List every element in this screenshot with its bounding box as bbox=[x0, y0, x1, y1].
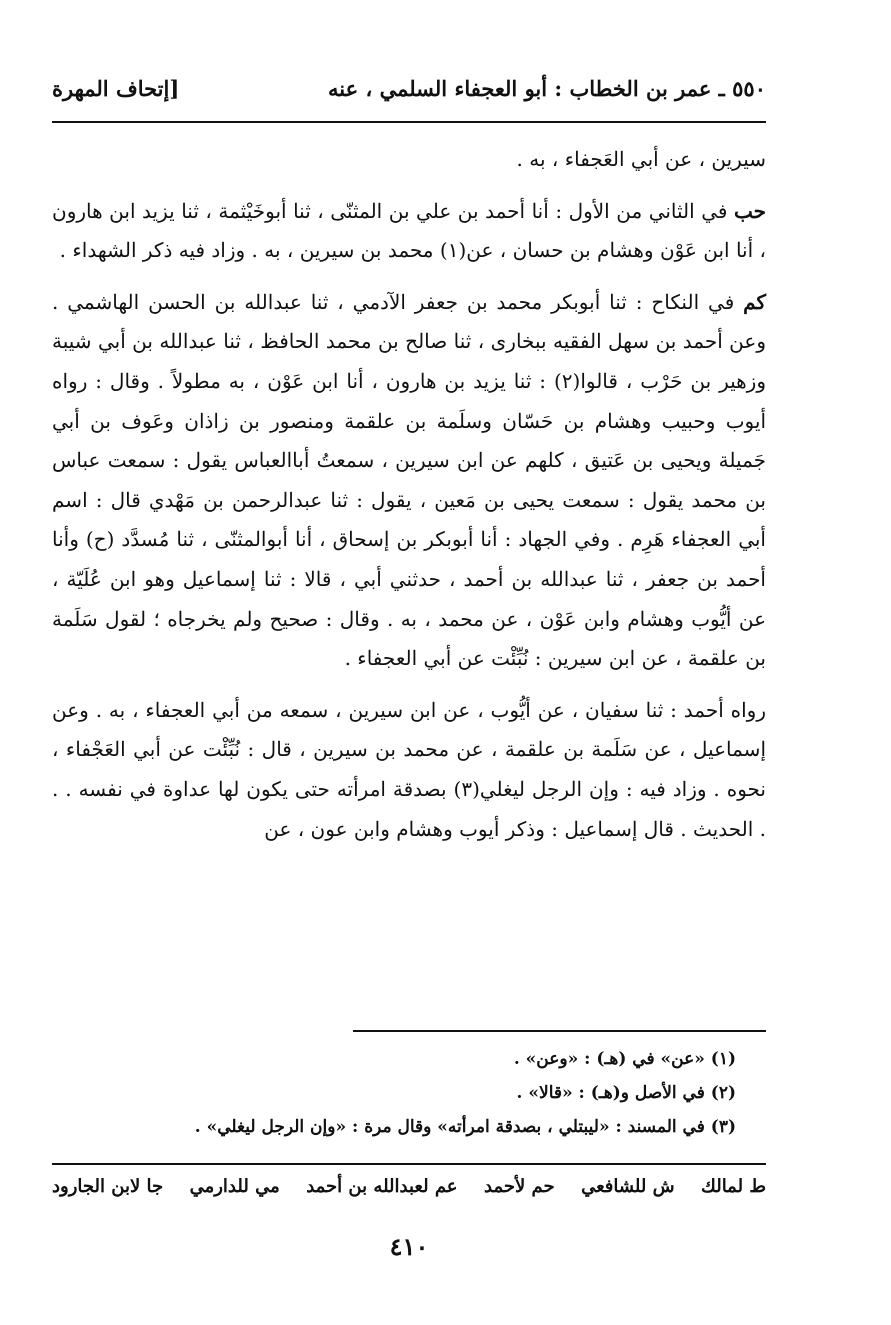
footnote-divider bbox=[353, 1030, 766, 1032]
footnote: (٣) في المسند : «ليبتلي ، بصدقة امرأته» وقال مرة : «وإن الرجل ليغلي» . bbox=[194, 1117, 736, 1137]
footnote: (٢) في الأصل و(هـ) : «قالا» . bbox=[516, 1083, 736, 1103]
footnotes bbox=[52, 1042, 736, 1144]
paragraph-text: رواه أحمد : ثنا سفيان ، عن أيُّوب ، عن ابن سيرين ، سمعه من أبي العجفاء ، به . وعن إسماعيل ، عن سَلَمة بن علقمة ، عن محمد بن سيرين ، قال : نُبِّئْت عن أبي العَجْفاء ، نحوه . وزاد فيه : وإن الرجل ليغلي(٣) بصدقة امرأته حتى يكون لها عداوة في نفسه . . . الحديث . قال إسماعيل : وذكر أيوب وهشام وابن عون ، عن bbox=[52, 697, 766, 841]
paragraph bbox=[52, 691, 766, 849]
footnote: (١) «عن» في (هـ) : «وعن» . bbox=[513, 1049, 736, 1069]
abbreviations-divider bbox=[52, 1163, 766, 1165]
header-book-title: [إتحاف المهرة bbox=[52, 75, 180, 101]
abbreviation: جا لابن الجارود bbox=[52, 1176, 164, 1197]
paragraph-text: في النكاح : ثنا أبوبكر محمد بن جعفر الآدمي ، ثنا عبدالله بن الحسن الهاشمي . وعن أحمد بن سهل الفقيه ببخارى ، ثنا صالح بن محمد الحافظ ، ثنا عبدالله بن أبي شيبة وزهير بن حَرْب ، قالوا(٢) : ثنا يزيد بن هارون ، أنا ابن عَوْن ، به مطولاً . وقال : رواه أيوب وحبيب وهشام بن حَسّان وسلَمة بن علقمة ومنصور بن زاذان وعَوف بن أبي جَميلة ويحيى بن عَتيق ، كلهم عن ابن سيرين ، سمعتُ أباالعباس يقول : سمعت عباس بن محمد يقول : سمعت يحيى بن مَعين ، يقول : ثنا عبدالرحمن بن مَهْدي قال : اسم أبي العجفاء هَرِم . وفي الجهاد : أنا أبوبكر بن إسحاق ، أنا أبوالمثنّى ، ثنا مُسدَّد (ح) وأنا أحمد بن جعفر ، ثنا عبدالله بن أحمد ، حدثني أبي ، قالا : ثنا إسماعيل وهو ابن عُلَيّة ، عن أيُّوب وهشام وابن عَوْن ، عن محمد ، به . وقال : صحيح ولم يخرجاه ؛ لقول سَلَمة بن علقمة ، عن ابن سيرين : نُبِّئْت عن أبي العجفاء . bbox=[52, 289, 767, 671]
abbreviation: مي للدارمي bbox=[189, 1176, 280, 1197]
abbreviation: ط لمالك bbox=[701, 1176, 766, 1197]
page-number: ٤١٠ bbox=[389, 1232, 429, 1261]
main-text bbox=[52, 140, 766, 861]
abbreviation: عم لعبدالله بن أحمد bbox=[306, 1176, 458, 1197]
abbreviation: ش للشافعي bbox=[581, 1176, 675, 1197]
header-divider bbox=[52, 121, 766, 123]
paragraph bbox=[52, 283, 766, 679]
document-page bbox=[52, 0, 766, 1325]
paragraph bbox=[52, 192, 766, 271]
header-chapter-title: ٥٥٠ ـ عمر بن الخطاب : أبو العجفاء السلمي ، عنه bbox=[328, 75, 766, 101]
paragraph-text: سيرين ، عن أبي العَجفاء ، به . bbox=[516, 147, 766, 171]
paragraph bbox=[52, 140, 766, 180]
source-code: كم bbox=[743, 289, 766, 314]
running-header bbox=[52, 68, 766, 108]
paragraph-text: في الثاني من الأول : أنا أحمد بن علي بن المثنّى ، ثنا أبوخَيْثمة ، ثنا يزيد ابن هارون ، أنا ابن عَوْن وهشام بن حسان ، عن(١) محمد بن سيرين ، به . وزاد فيه ذكر الشهداء . bbox=[52, 198, 766, 263]
abbreviations-key bbox=[52, 1176, 766, 1197]
source-code: حب bbox=[733, 198, 766, 223]
abbreviation: حم لأحمد bbox=[484, 1176, 555, 1197]
